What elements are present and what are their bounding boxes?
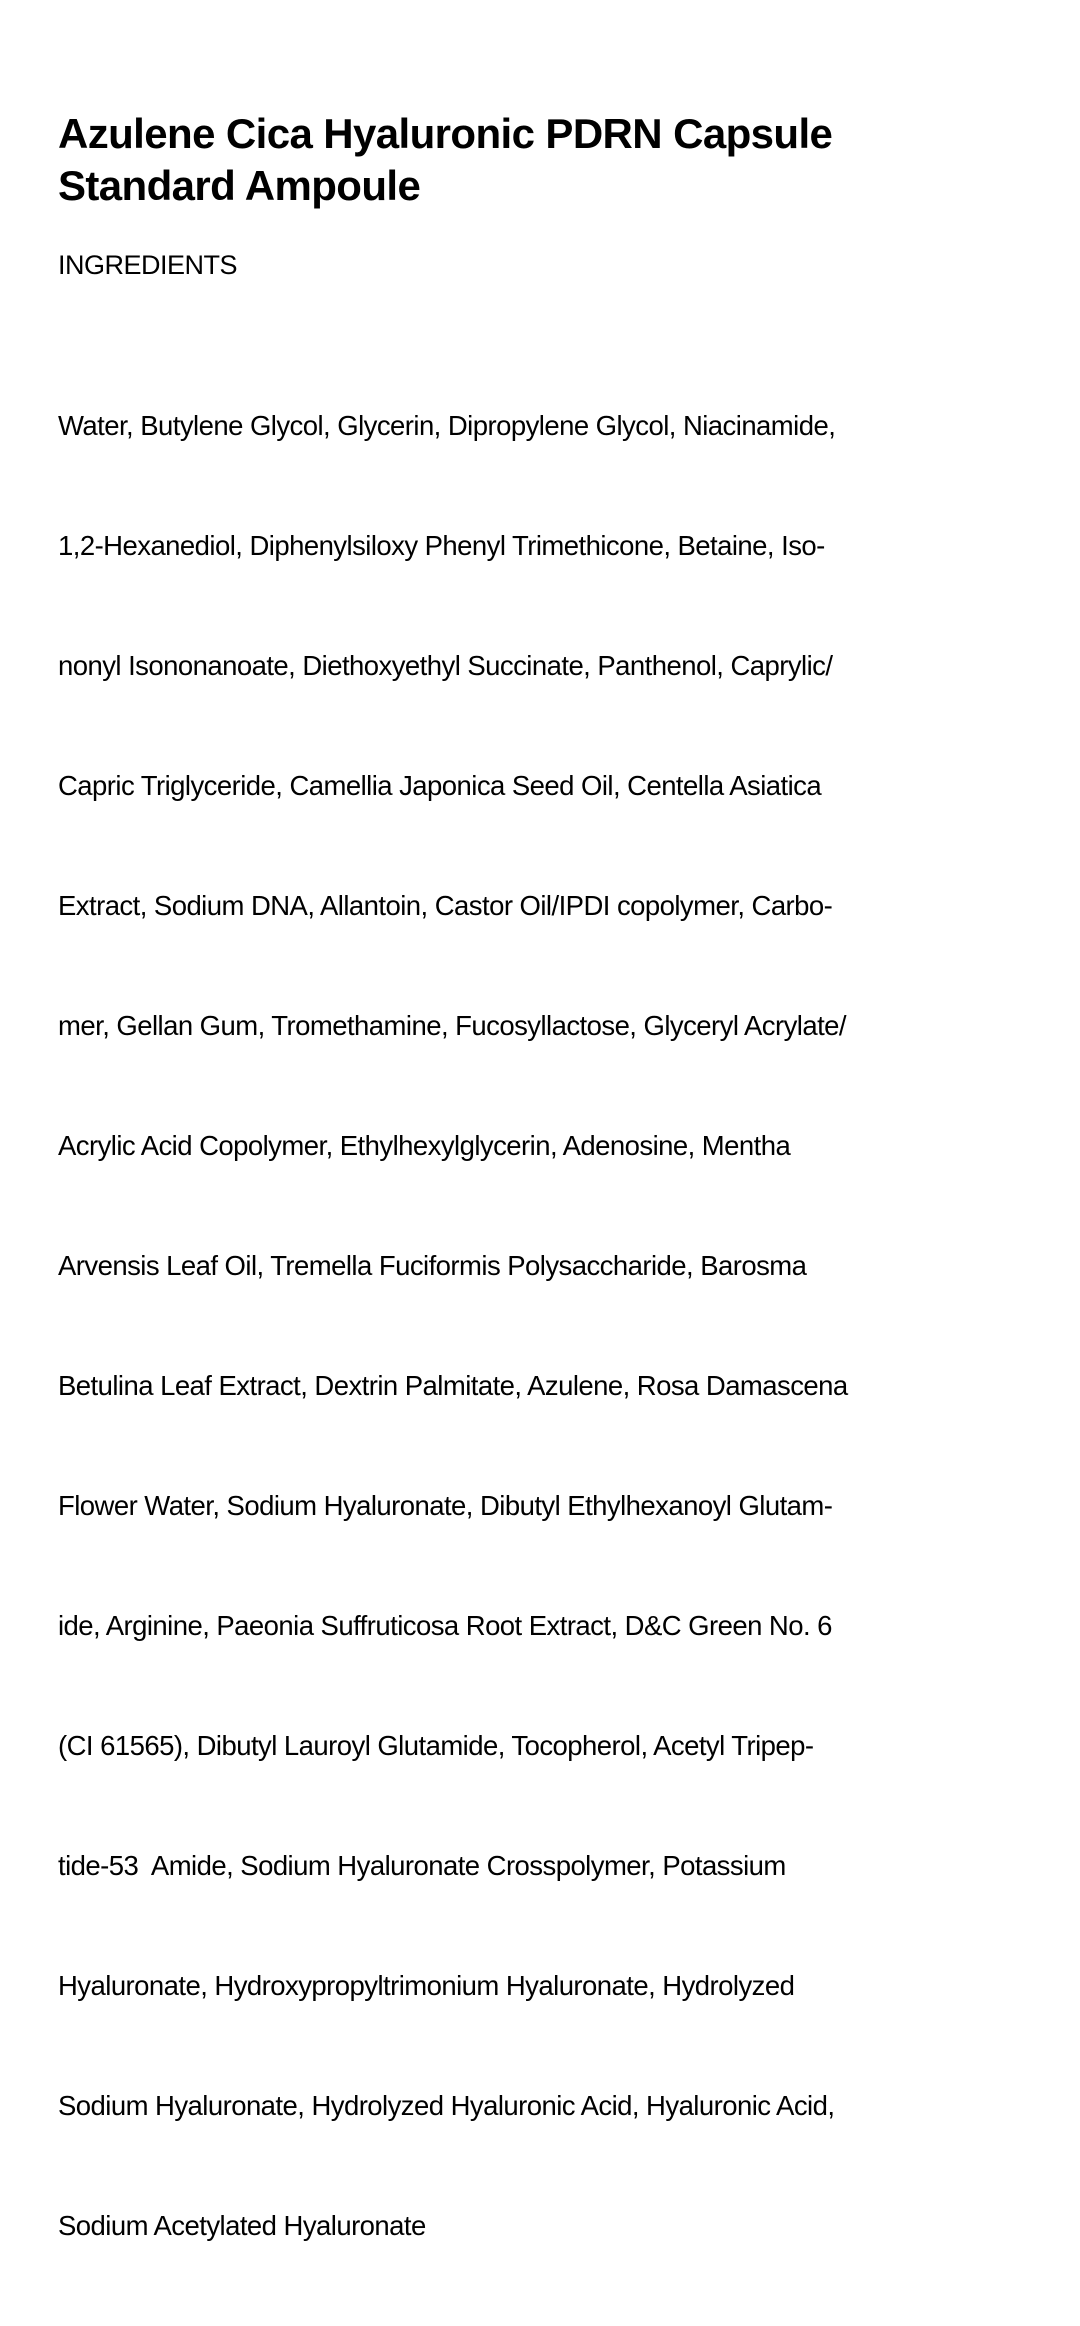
ingredients-line: Capric Triglyceride, Camellia Japonica Seed Oil, Centella Asiatica: [58, 770, 822, 801]
product-title: [58, 108, 832, 212]
ingredients-line: nonyl Isononanoate, Diethoxyethyl Succinate, Panthenol, Caprylic/: [58, 650, 833, 681]
ingredients-line: Acrylic Acid Copolymer, Ethylhexylglycerin, Adenosine, Mentha: [58, 1130, 791, 1161]
ingredients-line: Extract, Sodium DNA, Allantoin, Castor Oil/IPDI copolymer, Carbo-: [58, 890, 833, 921]
ingredients-line: Flower Water, Sodium Hyaluronate, Dibutyl Ethylhexanoyl Glutam-: [58, 1490, 833, 1521]
ingredients-line: Sodium Acetylated Hyaluronate: [58, 2210, 426, 2241]
ingredients-line: Hyaluronate, Hydroxypropyltrimonium Hyaluronate, Hydrolyzed: [58, 1970, 795, 2001]
ingredients-list: [58, 326, 848, 2326]
ingredients-line: ide, Arginine, Paeonia Suffruticosa Root Extract, D&C Green No. 6: [58, 1610, 832, 1641]
ingredients-heading: INGREDIENTS: [58, 250, 238, 280]
ingredients-line: Water, Butylene Glycol, Glycerin, Dipropylene Glycol, Niacinamide,: [58, 410, 836, 441]
ingredients-line: mer, Gellan Gum, Tromethamine, Fucosyllactose, Glyceryl Acrylate/: [58, 1010, 847, 1041]
ingredients-line: (CI 61565), Dibutyl Lauroyl Glutamide, Tocopherol, Acetyl Tripep-: [58, 1730, 814, 1761]
ingredients-line: 1,2-Hexanediol, Diphenylsiloxy Phenyl Trimethicone, Betaine, Iso-: [58, 530, 825, 561]
product-title-line: Azulene Cica Hyaluronic PDRN Capsule: [58, 110, 833, 157]
ingredients-line: Sodium Hyaluronate, Hydrolyzed Hyaluronic Acid, Hyaluronic Acid,: [58, 2090, 835, 2121]
ingredients-line: Betulina Leaf Extract, Dextrin Palmitate, Azulene, Rosa Damascena: [58, 1370, 848, 1401]
ingredients-line: Arvensis Leaf Oil, Tremella Fuciformis Polysaccharide, Barosma: [58, 1250, 807, 1281]
product-title-line: Standard Ampoule: [58, 162, 421, 209]
ingredients-line: tide-53 Amide, Sodium Hyaluronate Crosspolymer, Potassium: [58, 1850, 786, 1881]
